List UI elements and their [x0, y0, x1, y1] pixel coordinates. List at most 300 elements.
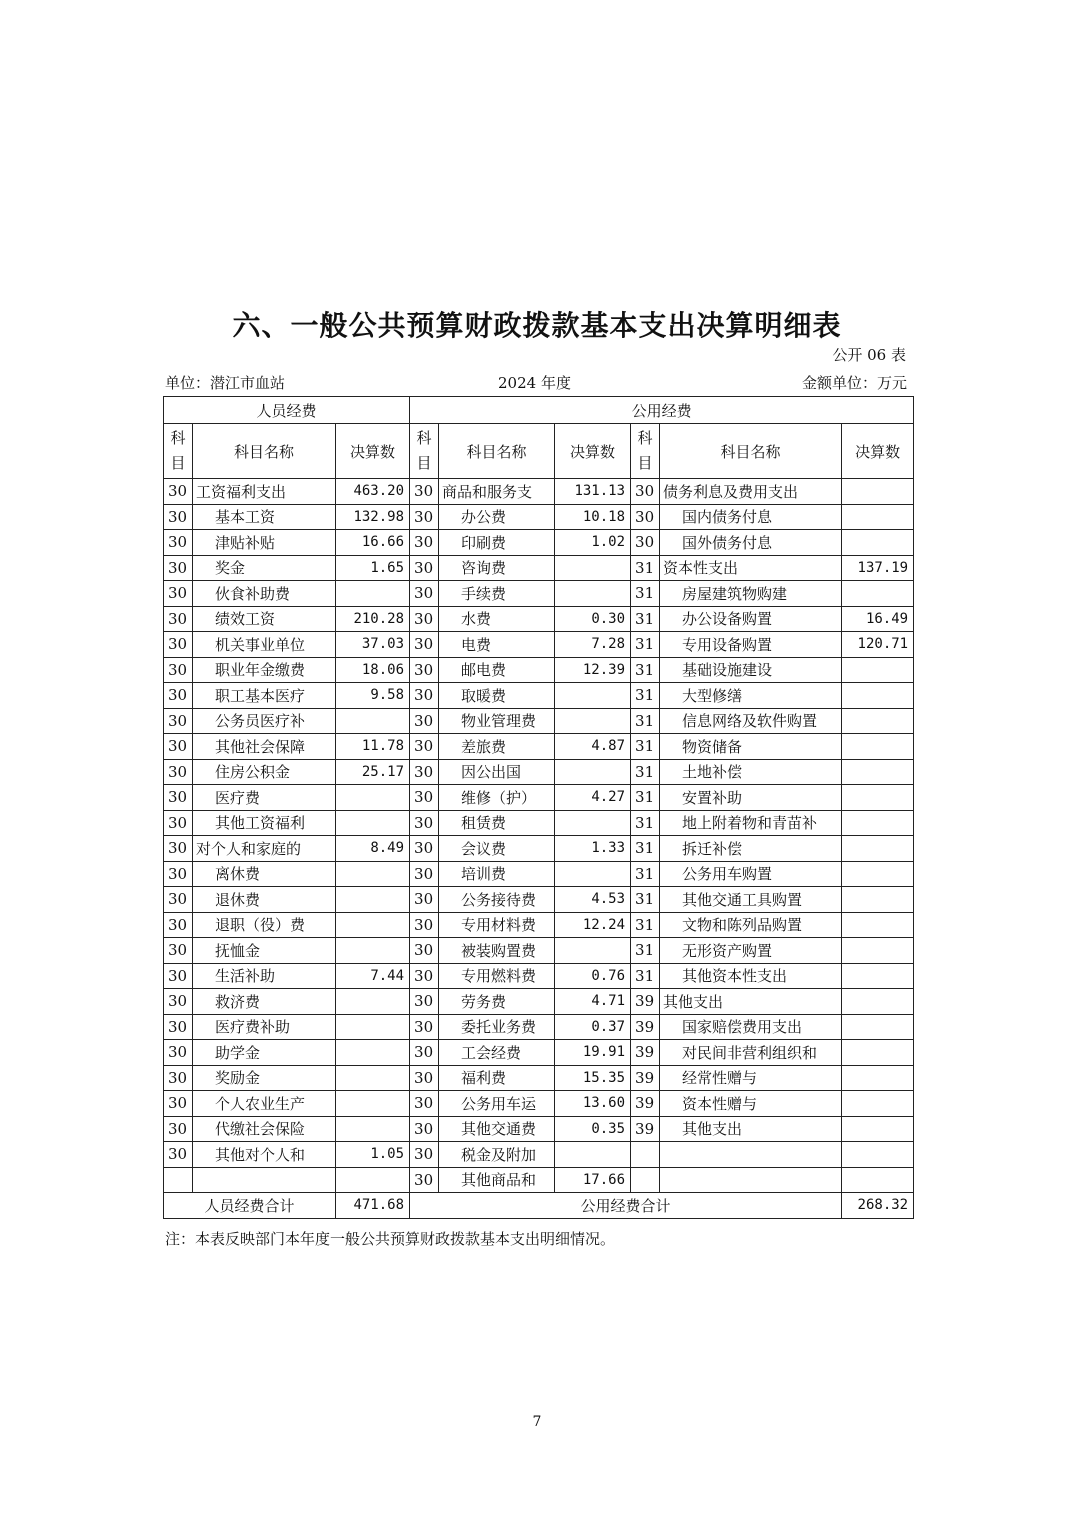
kemu-code-cell: 39: [631, 1014, 660, 1040]
kemu-name-cell: 信息网络及软件购置: [660, 708, 842, 734]
kemu-code-cell: 30: [410, 479, 439, 505]
kemu-code-cell: 31: [631, 785, 660, 811]
amount-cell: 12.24: [555, 912, 631, 938]
amount-cell: [842, 1167, 914, 1193]
kemu-name-cell: 邮电费: [439, 657, 555, 683]
amount-cell: 0.30: [555, 606, 631, 632]
kemu-code-cell: 31: [631, 708, 660, 734]
kemu-code-cell: 30: [164, 581, 193, 607]
amount-cell: [842, 1142, 914, 1168]
kemu-name-cell: 医疗费: [193, 785, 336, 811]
table-row: [164, 504, 914, 530]
kemu-name-cell: 专用材料费: [439, 912, 555, 938]
kemu-code-cell: 30: [164, 479, 193, 505]
kemu-name-cell: 其他商品和: [439, 1167, 555, 1193]
kemu-name-cell: 经常性赠与: [660, 1065, 842, 1091]
kemu-code-cell: 30: [164, 1091, 193, 1117]
public-total-label: 公用经费合计: [410, 1193, 842, 1219]
kemu-name-cell: 国家赔偿费用支出: [660, 1014, 842, 1040]
kemu-code-cell: 31: [631, 683, 660, 709]
kemu-code-cell: 30: [410, 530, 439, 556]
kemu-code-cell: 30: [164, 887, 193, 913]
kemu-name-cell: 津贴补贴: [193, 530, 336, 556]
amount-cell: [842, 504, 914, 530]
kemu-code-cell: 39: [631, 1116, 660, 1142]
budget-table: [163, 396, 914, 1219]
kemu-code-cell: [164, 1167, 193, 1193]
amount-cell: [336, 989, 410, 1015]
amount-cell: [555, 810, 631, 836]
kemu-code-cell: 30: [164, 657, 193, 683]
amount-cell: [842, 1091, 914, 1117]
kemu-code-cell: 30: [164, 938, 193, 964]
kemu-name-cell: 其他对个人和: [193, 1142, 336, 1168]
kemu-code-cell: 30: [164, 504, 193, 530]
amount-cell: 4.87: [555, 734, 631, 760]
kemu-name-cell: [660, 1142, 842, 1168]
table-row: [164, 708, 914, 734]
col-header-amount: 决算数: [842, 424, 914, 479]
col-header-name: 科目名称: [193, 424, 336, 479]
kemu-name-cell: 劳务费: [439, 989, 555, 1015]
amount-cell: [842, 912, 914, 938]
kemu-code-cell: 30: [410, 938, 439, 964]
kemu-code-cell: 30: [164, 836, 193, 862]
kemu-code-cell: 30: [410, 785, 439, 811]
kemu-name-cell: 公务接待费: [439, 887, 555, 913]
kemu-code-cell: 39: [631, 1040, 660, 1066]
amount-cell: [842, 479, 914, 505]
amount-cell: 132.98: [336, 504, 410, 530]
kemu-name-cell: 水费: [439, 606, 555, 632]
col-header-name: 科目名称: [660, 424, 842, 479]
amount-cell: [336, 1167, 410, 1193]
public-header: 公用经费: [410, 397, 914, 424]
kemu-name-cell: [193, 1167, 336, 1193]
kemu-name-cell: 职工基本医疗: [193, 683, 336, 709]
table-row: [164, 887, 914, 913]
amount-cell: [842, 581, 914, 607]
kemu-name-cell: 办公费: [439, 504, 555, 530]
amount-cell: 12.39: [555, 657, 631, 683]
footnote: 注：本表反映部门本年度一般公共预算财政拨款基本支出明细情况。: [165, 1230, 616, 1248]
kemu-name-cell: 公务员医疗补: [193, 708, 336, 734]
amount-cell: [555, 555, 631, 581]
kemu-name-cell: 个人农业生产: [193, 1091, 336, 1117]
kemu-name-cell: 国内债务付息: [660, 504, 842, 530]
kemu-name-cell: 公务用车购置: [660, 861, 842, 887]
kemu-code-cell: 30: [164, 912, 193, 938]
table-row: [164, 938, 914, 964]
kemu-code-cell: 30: [164, 606, 193, 632]
kemu-code-cell: 30: [164, 759, 193, 785]
amount-cell: 16.66: [336, 530, 410, 556]
kemu-name-cell: 其他支出: [660, 1116, 842, 1142]
kemu-code-cell: 39: [631, 1065, 660, 1091]
kemu-name-cell: 其他工资福利: [193, 810, 336, 836]
kemu-name-cell: 商品和服务支: [439, 479, 555, 505]
kemu-name-cell: 租赁费: [439, 810, 555, 836]
kemu-name-cell: 退休费: [193, 887, 336, 913]
amount-cell: 7.28: [555, 632, 631, 658]
kemu-code-cell: 30: [410, 1091, 439, 1117]
kemu-name-cell: 资本性支出: [660, 555, 842, 581]
table-row: [164, 555, 914, 581]
amount-cell: 4.53: [555, 887, 631, 913]
kemu-name-cell: 对民间非营利组织和: [660, 1040, 842, 1066]
kemu-code-cell: [631, 1167, 660, 1193]
kemu-name-cell: 安置补助: [660, 785, 842, 811]
kemu-name-cell: 房屋建筑物购建: [660, 581, 842, 607]
kemu-code-cell: 30: [164, 530, 193, 556]
table-row: [164, 861, 914, 887]
amount-cell: 1.65: [336, 555, 410, 581]
kemu-name-cell: 因公出国: [439, 759, 555, 785]
kemu-code-cell: 30: [164, 1040, 193, 1066]
table-row: [164, 734, 914, 760]
kemu-code-cell: 30: [164, 734, 193, 760]
table-row: [164, 632, 914, 658]
kemu-code-cell: 30: [410, 632, 439, 658]
table-row: [164, 912, 914, 938]
table-row: [164, 657, 914, 683]
table-row: [164, 1091, 914, 1117]
kemu-name-cell: 咨询费: [439, 555, 555, 581]
col-header-amount: 决算数: [555, 424, 631, 479]
amount-cell: [842, 989, 914, 1015]
col-header-kemu: 科 目: [631, 424, 660, 479]
kemu-code-cell: 31: [631, 606, 660, 632]
kemu-name-cell: 办公设备购置: [660, 606, 842, 632]
kemu-name-cell: 基本工资: [193, 504, 336, 530]
amount-cell: [842, 887, 914, 913]
personnel-header: 人员经费: [164, 397, 410, 424]
table-row: [164, 1167, 914, 1193]
amount-cell: 17.66: [555, 1167, 631, 1193]
kemu-name-cell: 委托业务费: [439, 1014, 555, 1040]
table-row: [164, 1142, 914, 1168]
kemu-name-cell: 会议费: [439, 836, 555, 862]
kemu-name-cell: 资本性赠与: [660, 1091, 842, 1117]
kemu-name-cell: 工资福利支出: [193, 479, 336, 505]
kemu-name-cell: 退职（役）费: [193, 912, 336, 938]
amount-cell: [336, 938, 410, 964]
amount-cell: 210.28: [336, 606, 410, 632]
amount-cell: [842, 963, 914, 989]
amount-cell: [842, 836, 914, 862]
amount-cell: [336, 861, 410, 887]
kemu-code-cell: 31: [631, 632, 660, 658]
amount-cell: 131.13: [555, 479, 631, 505]
kemu-code-cell: 31: [631, 912, 660, 938]
kemu-name-cell: 维修（护）: [439, 785, 555, 811]
kemu-code-cell: 30: [631, 530, 660, 556]
table-row: [164, 683, 914, 709]
table-row: [164, 989, 914, 1015]
kemu-name-cell: 国外债务付息: [660, 530, 842, 556]
kemu-name-cell: 其他交通工具购置: [660, 887, 842, 913]
kemu-code-cell: 30: [410, 989, 439, 1015]
page-title: 六、一般公共预算财政拨款基本支出决算明细表: [232, 309, 842, 342]
kemu-name-cell: 印刷费: [439, 530, 555, 556]
amount-cell: [842, 1065, 914, 1091]
amount-cell: [842, 734, 914, 760]
kemu-code-cell: 31: [631, 938, 660, 964]
table-meta: [165, 372, 907, 394]
amount-cell: [842, 759, 914, 785]
kemu-name-cell: 助学金: [193, 1040, 336, 1066]
amount-cell: [842, 810, 914, 836]
kemu-name-cell: 其他社会保障: [193, 734, 336, 760]
kemu-code-cell: 31: [631, 657, 660, 683]
kemu-name-cell: 债务利息及费用支出: [660, 479, 842, 505]
amount-cell: 120.71: [842, 632, 914, 658]
amount-cell: [842, 785, 914, 811]
kemu-name-cell: 手续费: [439, 581, 555, 607]
kemu-code-cell: 30: [410, 1116, 439, 1142]
kemu-name-cell: 专用设备购置: [660, 632, 842, 658]
kemu-name-cell: 救济费: [193, 989, 336, 1015]
kemu-name-cell: [660, 1167, 842, 1193]
kemu-name-cell: 被装购置费: [439, 938, 555, 964]
kemu-name-cell: 机关事业单位: [193, 632, 336, 658]
kemu-name-cell: 差旅费: [439, 734, 555, 760]
kemu-code-cell: 30: [410, 810, 439, 836]
amount-cell: 25.17: [336, 759, 410, 785]
kemu-name-cell: 电费: [439, 632, 555, 658]
amount-cell: [555, 861, 631, 887]
kemu-code-cell: 39: [631, 1091, 660, 1117]
table-row: [164, 1116, 914, 1142]
kemu-name-cell: 其他支出: [660, 989, 842, 1015]
kemu-code-cell: 31: [631, 759, 660, 785]
col-header-amount: 决算数: [336, 424, 410, 479]
kemu-code-cell: 30: [164, 683, 193, 709]
amount-cell: [336, 887, 410, 913]
kemu-code-cell: 30: [410, 683, 439, 709]
amount-cell: 15.35: [555, 1065, 631, 1091]
amount-cell: [336, 912, 410, 938]
kemu-code-cell: 30: [410, 1167, 439, 1193]
kemu-code-cell: 31: [631, 861, 660, 887]
table-row: [164, 759, 914, 785]
unit-label: 单位：潜江市血站: [165, 374, 286, 392]
col-header-kemu: 科 目: [410, 424, 439, 479]
amount-cell: 1.02: [555, 530, 631, 556]
amount-cell: [336, 1116, 410, 1142]
header-row-groups: [164, 397, 914, 424]
amount-cell: [555, 1142, 631, 1168]
kemu-name-cell: 大型修缮: [660, 683, 842, 709]
amount-cell: [336, 785, 410, 811]
table-row: [164, 581, 914, 607]
amount-cell: 18.06: [336, 657, 410, 683]
kemu-name-cell: 代缴社会保险: [193, 1116, 336, 1142]
table-row: [164, 1040, 914, 1066]
amount-cell: [555, 759, 631, 785]
amount-cell: 9.58: [336, 683, 410, 709]
kemu-code-cell: 30: [410, 963, 439, 989]
kemu-code-cell: 30: [410, 504, 439, 530]
kemu-code-cell: 39: [631, 989, 660, 1015]
col-header-name: 科目名称: [439, 424, 555, 479]
kemu-code-cell: 30: [164, 963, 193, 989]
amount-cell: [555, 683, 631, 709]
kemu-code-cell: 30: [410, 861, 439, 887]
public-total-value: 268.32: [842, 1193, 914, 1219]
kemu-name-cell: 基础设施建设: [660, 657, 842, 683]
kemu-code-cell: [631, 1142, 660, 1168]
kemu-name-cell: 绩效工资: [193, 606, 336, 632]
amount-cell: 37.03: [336, 632, 410, 658]
kemu-name-cell: 奖励金: [193, 1065, 336, 1091]
kemu-code-cell: 30: [164, 1014, 193, 1040]
amount-cell: 8.49: [336, 836, 410, 862]
kemu-code-cell: 30: [410, 657, 439, 683]
kemu-code-cell: 30: [410, 606, 439, 632]
kemu-code-cell: 31: [631, 963, 660, 989]
page-number: 7: [532, 1414, 542, 1430]
kemu-name-cell: 工会经费: [439, 1040, 555, 1066]
table-row: [164, 963, 914, 989]
amount-cell: [555, 581, 631, 607]
kemu-name-cell: 拆迁补偿: [660, 836, 842, 862]
kemu-name-cell: 离休费: [193, 861, 336, 887]
kemu-code-cell: 30: [164, 555, 193, 581]
table-row: [164, 530, 914, 556]
kemu-name-cell: 税金及附加: [439, 1142, 555, 1168]
kemu-name-cell: 职业年金缴费: [193, 657, 336, 683]
amount-cell: [842, 1040, 914, 1066]
kemu-code-cell: 31: [631, 810, 660, 836]
col-header-kemu: 科 目: [164, 424, 193, 479]
amount-cell: [842, 1116, 914, 1142]
kemu-code-cell: 30: [164, 1116, 193, 1142]
kemu-code-cell: 30: [410, 887, 439, 913]
kemu-code-cell: 30: [410, 581, 439, 607]
kemu-code-cell: 30: [164, 1065, 193, 1091]
kemu-code-cell: 30: [410, 1040, 439, 1066]
kemu-name-cell: 取暖费: [439, 683, 555, 709]
amount-cell: 1.05: [336, 1142, 410, 1168]
kemu-code-cell: 30: [410, 1142, 439, 1168]
personnel-total-value: 471.68: [336, 1193, 410, 1219]
kemu-name-cell: 文物和陈列品购置: [660, 912, 842, 938]
kemu-code-cell: 31: [631, 887, 660, 913]
amount-cell: [336, 1091, 410, 1117]
amount-cell: [842, 657, 914, 683]
table-row: [164, 836, 914, 862]
amount-cell: [842, 530, 914, 556]
kemu-name-cell: 生活补助: [193, 963, 336, 989]
amount-cell: [336, 810, 410, 836]
amount-cell: 19.91: [555, 1040, 631, 1066]
kemu-code-cell: 30: [410, 836, 439, 862]
table-code: 公开 06 表: [832, 346, 906, 364]
amount-cell: [842, 708, 914, 734]
amount-cell: [336, 581, 410, 607]
kemu-name-cell: 医疗费补助: [193, 1014, 336, 1040]
personnel-total-label: 人员经费合计: [164, 1193, 336, 1219]
amount-cell: 11.78: [336, 734, 410, 760]
amount-cell: 10.18: [555, 504, 631, 530]
amount-cell: [842, 938, 914, 964]
amount-cell: 7.44: [336, 963, 410, 989]
kemu-name-cell: 培训费: [439, 861, 555, 887]
amount-cell: [336, 1040, 410, 1066]
kemu-name-cell: 对个人和家庭的: [193, 836, 336, 862]
kemu-code-cell: 30: [164, 785, 193, 811]
amount-cell: 4.71: [555, 989, 631, 1015]
year-label: 2024 年度: [498, 374, 571, 392]
amount-cell: 463.20: [336, 479, 410, 505]
kemu-code-cell: 30: [410, 708, 439, 734]
amount-cell: [336, 1014, 410, 1040]
amount-cell: 0.35: [555, 1116, 631, 1142]
kemu-code-cell: 30: [164, 989, 193, 1015]
kemu-name-cell: 福利费: [439, 1065, 555, 1091]
kemu-name-cell: 专用燃料费: [439, 963, 555, 989]
amount-cell: [842, 683, 914, 709]
kemu-code-cell: 30: [164, 632, 193, 658]
table-row: [164, 1014, 914, 1040]
kemu-name-cell: 其他资本性支出: [660, 963, 842, 989]
kemu-code-cell: 30: [410, 759, 439, 785]
kemu-code-cell: 30: [410, 1014, 439, 1040]
table-row: [164, 1065, 914, 1091]
kemu-code-cell: 30: [410, 1065, 439, 1091]
amount-cell: 0.76: [555, 963, 631, 989]
kemu-code-cell: 31: [631, 734, 660, 760]
kemu-code-cell: 31: [631, 836, 660, 862]
kemu-code-cell: 31: [631, 581, 660, 607]
header-row-columns: [164, 424, 914, 479]
amount-cell: 137.19: [842, 555, 914, 581]
kemu-code-cell: 30: [631, 479, 660, 505]
amount-cell: [336, 708, 410, 734]
table-row: [164, 810, 914, 836]
kemu-name-cell: 其他交通费: [439, 1116, 555, 1142]
amount-unit-label: 金额单位：万元: [801, 374, 907, 392]
amount-cell: [842, 1014, 914, 1040]
kemu-code-cell: 30: [164, 708, 193, 734]
amount-cell: 13.60: [555, 1091, 631, 1117]
kemu-name-cell: 奖金: [193, 555, 336, 581]
kemu-name-cell: 公务用车运: [439, 1091, 555, 1117]
table-row: [164, 479, 914, 505]
kemu-name-cell: 物业管理费: [439, 708, 555, 734]
kemu-code-cell: 30: [164, 861, 193, 887]
kemu-name-cell: 伙食补助费: [193, 581, 336, 607]
kemu-code-cell: 30: [631, 504, 660, 530]
kemu-name-cell: 土地补偿: [660, 759, 842, 785]
amount-cell: [336, 1065, 410, 1091]
amount-cell: 16.49: [842, 606, 914, 632]
totals-row: [164, 1193, 914, 1219]
kemu-name-cell: 地上附着物和青苗补: [660, 810, 842, 836]
kemu-code-cell: 30: [410, 912, 439, 938]
amount-cell: 0.37: [555, 1014, 631, 1040]
kemu-name-cell: 物资储备: [660, 734, 842, 760]
kemu-code-cell: 30: [410, 734, 439, 760]
amount-cell: [842, 861, 914, 887]
amount-cell: 1.33: [555, 836, 631, 862]
kemu-name-cell: 抚恤金: [193, 938, 336, 964]
table-row: [164, 785, 914, 811]
kemu-name-cell: 无形资产购置: [660, 938, 842, 964]
amount-cell: 4.27: [555, 785, 631, 811]
kemu-code-cell: 31: [631, 555, 660, 581]
